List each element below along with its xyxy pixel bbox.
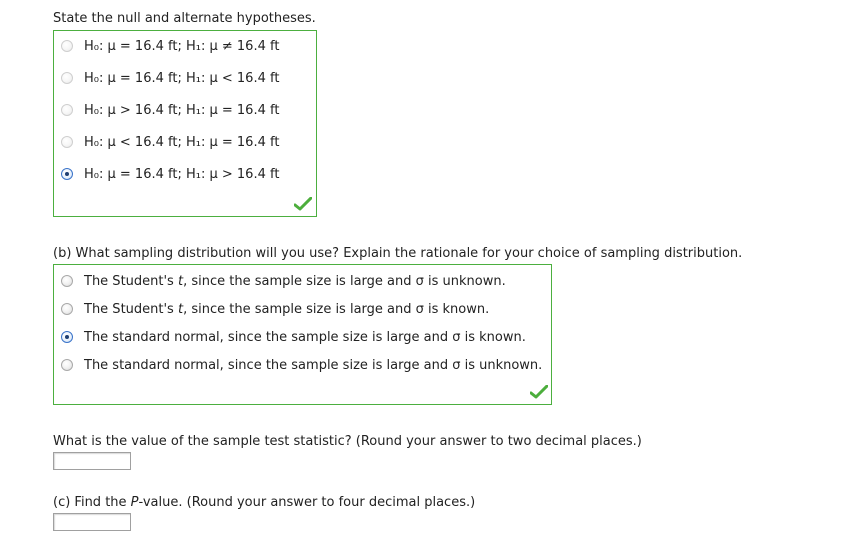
hypothesis-option-3[interactable] — [61, 100, 316, 120]
test-statistic-prompt: What is the value of the sample test statistic? (Round your answer to two decimal places.) — [53, 434, 642, 449]
hypothesis-option-1[interactable] — [61, 36, 316, 56]
correct-checkmark-icon — [294, 197, 312, 211]
test-statistic-input[interactable] — [53, 452, 131, 470]
prompt-var: P — [130, 495, 139, 510]
option-h1: H₁: μ = 16.4 ft — [185, 134, 280, 150]
option-text: The Student's — [84, 273, 178, 289]
radio-button-selected[interactable] — [61, 168, 73, 180]
option-h1: H₁: μ > 16.4 ft — [185, 166, 280, 182]
radio-button[interactable] — [61, 136, 73, 148]
hypothesis-option-5[interactable] — [61, 164, 316, 184]
prompt-text-rest: -value. (Round your answer to four decimal places.) — [138, 495, 476, 510]
option-text: The Student's — [84, 301, 178, 317]
distribution-option-2[interactable] — [61, 299, 551, 319]
option-text: The standard normal, since the sample size is large and σ is unknown. — [84, 357, 543, 373]
sampling-distribution-answer-box — [53, 264, 552, 405]
hypothesis-option-4[interactable] — [61, 132, 316, 152]
question-a-prompt: State the null and alternate hypotheses. — [53, 11, 316, 26]
question-b-prompt: (b) What sampling distribution will you use? Explain the rationale for your choice of sampling distribution. — [53, 246, 743, 261]
radio-button-selected[interactable] — [61, 331, 73, 343]
radio-button[interactable] — [61, 359, 73, 371]
option-h0: H₀: μ = 16.4 ft; — [84, 70, 182, 86]
hypothesis-option-2[interactable] — [61, 68, 316, 88]
option-h1: H₁: μ ≠ 16.4 ft — [185, 38, 280, 54]
option-text-rest: , since the sample size is large and σ is unknown. — [183, 273, 506, 289]
radio-button[interactable] — [61, 303, 73, 315]
option-h0: H₀: μ > 16.4 ft; — [84, 102, 182, 118]
prompt-text: (c) Find the — [53, 495, 131, 510]
option-h1: H₁: μ = 16.4 ft — [185, 102, 280, 118]
hypotheses-answer-box — [53, 30, 317, 217]
radio-button[interactable] — [61, 72, 73, 84]
question-c-prompt — [53, 495, 475, 510]
option-text: The standard normal, since the sample size is large and σ is known. — [84, 329, 526, 345]
distribution-option-3[interactable] — [61, 327, 551, 347]
radio-button[interactable] — [61, 104, 73, 116]
radio-button[interactable] — [61, 40, 73, 52]
option-text-rest: , since the sample size is large and σ is known. — [183, 301, 490, 317]
radio-button[interactable] — [61, 275, 73, 287]
option-var: t — [177, 301, 184, 317]
option-var: t — [177, 273, 184, 289]
option-h0: H₀: μ = 16.4 ft; — [84, 38, 182, 54]
option-h0: H₀: μ = 16.4 ft; — [84, 166, 182, 182]
option-h0: H₀: μ < 16.4 ft; — [84, 134, 182, 150]
correct-checkmark-icon — [530, 385, 548, 399]
option-h1: H₁: μ < 16.4 ft — [185, 70, 280, 86]
distribution-option-4[interactable] — [61, 355, 551, 375]
distribution-option-1[interactable] — [61, 271, 551, 291]
p-value-input[interactable] — [53, 513, 131, 531]
